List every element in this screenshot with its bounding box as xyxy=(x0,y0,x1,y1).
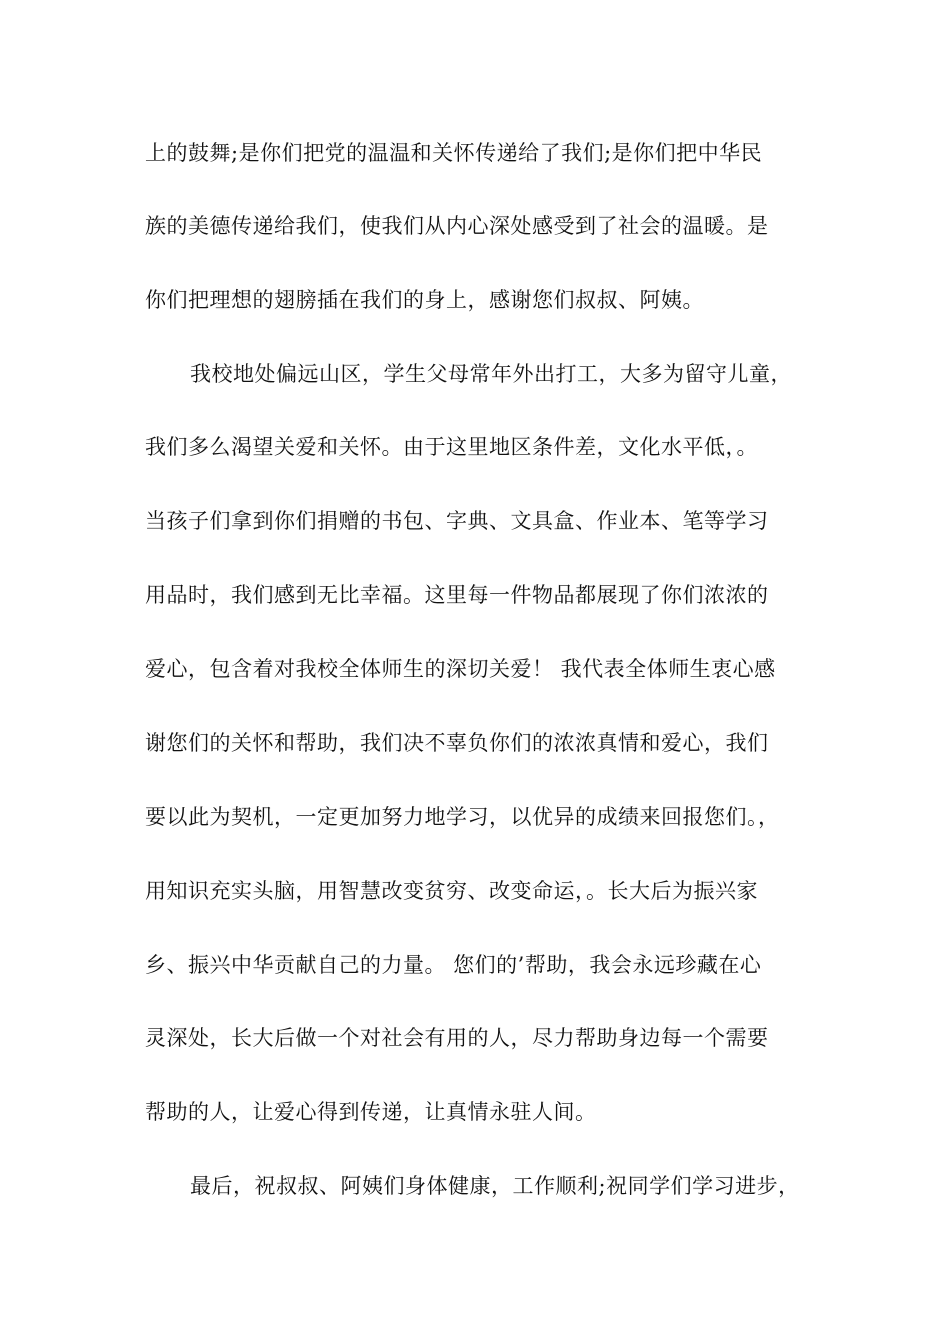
text-line: 用知识充实头脑，用智慧改变贫穷、改变命运，。长大后为振兴家 xyxy=(145,879,758,903)
text-line: 灵深处，长大后做一个对社会有用的人，尽力帮助身边每一个需要 xyxy=(145,1026,769,1050)
text-line: 要以此为契机，一定更加努力地学习，以优异的成绩来回报您们。， xyxy=(145,805,780,829)
text-line: 你们把理想的翅膀插在我们的身上，感谢您们叔叔、阿姨。 xyxy=(145,288,704,312)
text-line: 乡、振兴中华贡献自己的力量。 您们的’帮助，我会永远珍藏在心 xyxy=(145,953,762,977)
text-line: 族的美德传递给我们，使我们从内心深处感受到了社会的温暖。是 xyxy=(145,214,769,238)
paragraph-start-line: 最后，祝叔叔、阿姨们身体健康，工作顺利;祝同学们学习进步， xyxy=(190,1174,800,1198)
text-line: 用品时，我们感到无比幸福。这里每一件物品都展现了你们浓浓的 xyxy=(145,583,769,607)
text-line: 爱心，包含着对我校全体师生的深切关爱！ 我代表全体师生衷心感 xyxy=(145,657,776,681)
text-line: 我们多么渴望关爱和关怀。由于这里地区条件差，文化水平低，。 xyxy=(145,435,758,459)
text-line: 当孩子们拿到你们捐赠的书包、字典、文具盒、作业本、笔等学习 xyxy=(145,509,769,533)
paragraph-start-line: 我校地处偏远山区，学生父母常年外出打工，大多为留守儿童， xyxy=(190,362,792,386)
text-line: 谢您们的关怀和帮助，我们决不辜负你们的浓浓真情和爱心，我们 xyxy=(145,731,769,755)
text-line: 帮助的人，让爱心得到传递，让真情永驻人间。 xyxy=(145,1100,597,1124)
text-line: 上的鼓舞;是你们把党的温温和关怀传递给了我们;是你们把中华民 xyxy=(145,141,763,165)
